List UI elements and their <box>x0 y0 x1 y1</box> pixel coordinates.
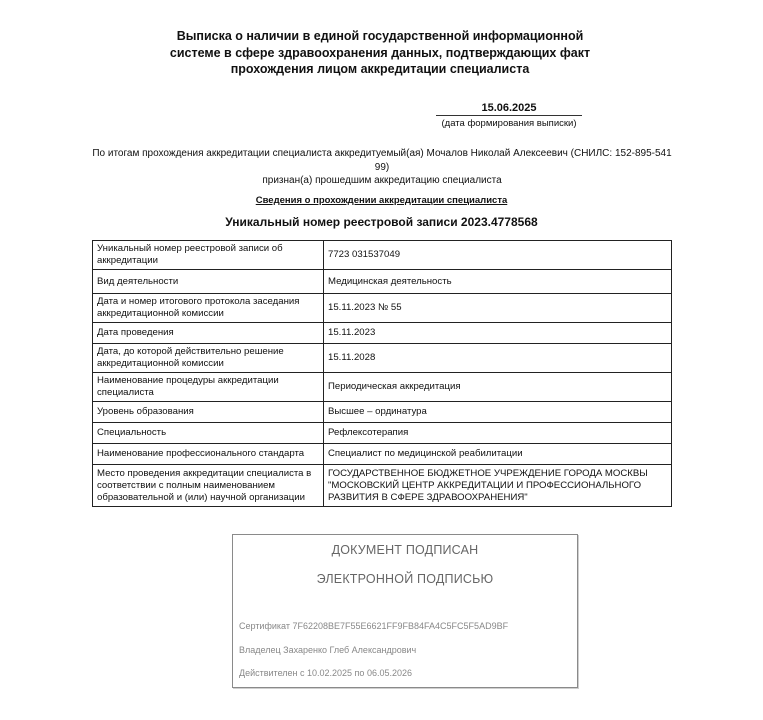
formation-date-block <box>436 102 582 129</box>
row-label: Уникальный номер реестровой записи об аккредитации <box>93 241 324 270</box>
row-label: Специальность <box>93 423 324 444</box>
table-row <box>93 270 672 294</box>
registry-number: Уникальный номер реестровой записи 2023.4778568 <box>225 215 538 229</box>
row-value: Рефлексотерапия <box>324 423 672 444</box>
row-value: Специалист по медицинской реабилитации <box>324 444 672 465</box>
table-row <box>93 344 672 373</box>
row-value: Медицинская деятельность <box>324 270 672 294</box>
section-heading: Сведения о прохождении аккредитации специалиста <box>255 195 508 206</box>
row-label: Наименование процедуры аккредитации специалиста <box>93 373 324 402</box>
title-line-1: Выписка о наличии в единой государственной информационной <box>176 29 584 43</box>
intro-line-1: По итогам прохождения аккредитации специалиста аккредитуемый(ая) Мочалов Николай Алексеевич (СНИЛС: 152-895-541 99) <box>92 148 672 173</box>
row-value: Периодическая аккредитация <box>324 373 672 402</box>
stamp-owner: Владелец Захаренко Глеб Александрович <box>239 645 417 655</box>
table-row <box>93 465 672 507</box>
row-label: Дата и номер итогового протокола заседания аккредитационной комиссии <box>93 294 324 323</box>
row-value: 15.11.2023 <box>324 323 672 344</box>
formation-date: 15.06.2025 <box>436 102 582 116</box>
table-row <box>93 294 672 323</box>
document-title <box>150 28 610 78</box>
table-row <box>93 402 672 423</box>
title-line-2: системе в сфере здравоохранения данных, подтверждающих факт <box>169 45 591 60</box>
row-label: Дата, до которой действительно решение аккредитационной комиссии <box>93 344 324 373</box>
intro-line-2: признан(а) прошедшим аккредитацию специалиста <box>262 175 502 186</box>
row-value: 7723 031537049 <box>324 241 672 270</box>
row-label: Уровень образования <box>93 402 324 423</box>
intro-text <box>88 147 676 188</box>
accreditation-table <box>92 240 672 507</box>
title-line-3: прохождения лицом аккредитации специалиста <box>230 62 530 76</box>
stamp-certificate: Сертификат 7F62208BE7F55E6621FF9FB84FA4C5FC5F5AD9BF <box>239 621 509 631</box>
table-row <box>93 241 672 270</box>
stamp-subheading: ЭЛЕКТРОННОЙ ПОДПИСЬЮ <box>316 572 494 586</box>
row-value: ГОСУДАРСТВЕННОЕ БЮДЖЕТНОЕ УЧРЕЖДЕНИЕ ГОРОДА МОСКВЫ "МОСКОВСКИЙ ЦЕНТР АККРЕДИТАЦИИ И ПРОФЕССИОНАЛЬНОГО РАЗВИТИЯ В СФЕРЕ ЗДРАВООХРАНЕНИЯ" <box>324 465 672 507</box>
row-value: 15.11.2028 <box>324 344 672 373</box>
table-row <box>93 444 672 465</box>
row-label: Вид деятельности <box>93 270 324 294</box>
stamp-heading: ДОКУМЕНТ ПОДПИСАН <box>331 543 479 557</box>
electronic-signature-stamp <box>232 534 578 688</box>
formation-date-caption: (дата формирования выписки) <box>441 118 577 129</box>
row-label: Дата проведения <box>93 323 324 344</box>
table-row <box>93 373 672 402</box>
table-row <box>93 423 672 444</box>
row-label: Место проведения аккредитации специалиста в соответствии с полным наименованием образовательной и (или) научной организации <box>93 465 324 507</box>
stamp-validity: Действителен с 10.02.2025 по 06.05.2026 <box>239 668 412 678</box>
row-value: Высшее – ординатура <box>324 402 672 423</box>
row-value: 15.11.2023 № 55 <box>324 294 672 323</box>
row-label: Наименование профессионального стандарта <box>93 444 324 465</box>
table-row <box>93 323 672 344</box>
